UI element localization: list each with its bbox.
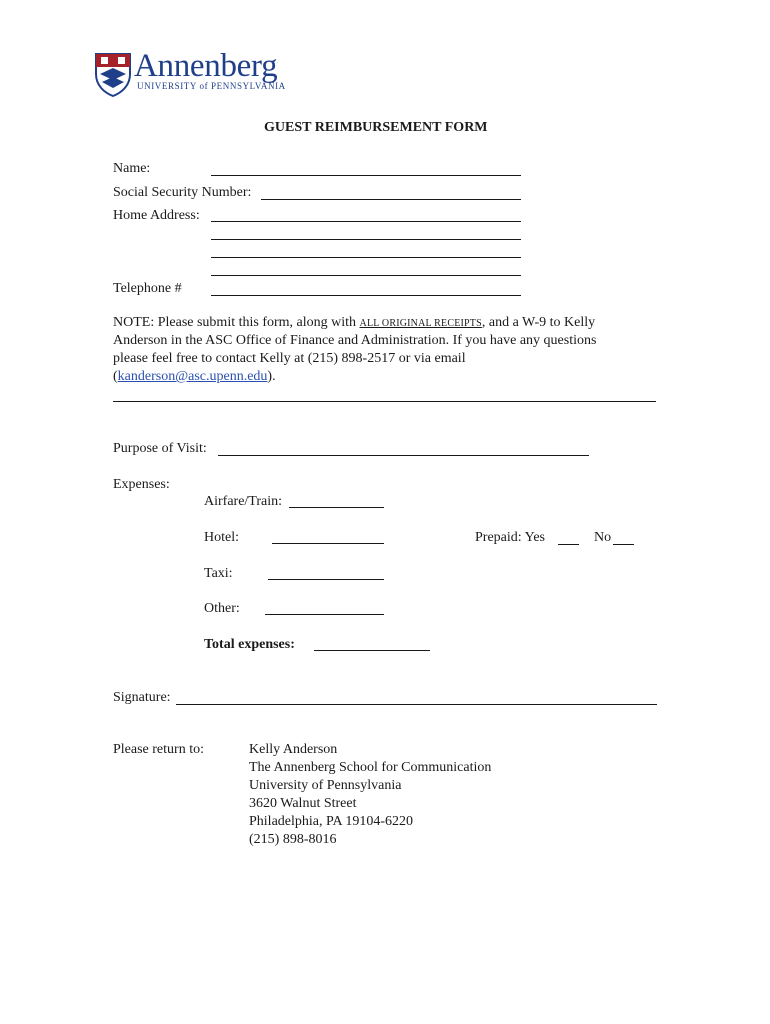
address-field-line-4[interactable]: [211, 275, 521, 276]
form-title: GUEST REIMBURSEMENT FORM: [264, 120, 488, 135]
address-field-line-1[interactable]: [211, 221, 521, 222]
return-line-university: University of Pennsylvania: [249, 778, 402, 793]
return-line-phone: (215) 898-8016: [249, 832, 337, 847]
prepaid-no-field[interactable]: [613, 544, 634, 545]
return-label: Please return to:: [113, 742, 204, 757]
ssn-label: Social Security Number:: [113, 185, 252, 200]
logo-wordmark: Annenberg: [134, 48, 278, 84]
annenberg-logo: [94, 50, 309, 100]
address-field-line-3[interactable]: [211, 257, 521, 258]
return-line-school: The Annenberg School for Communication: [249, 760, 492, 775]
telephone-field[interactable]: [211, 295, 521, 296]
note-line-1: NOTE: Please submit this form, along with ALL ORIGINAL RECEIPTS, and a W-9 to Kelly: [113, 315, 596, 330]
hotel-field[interactable]: [272, 543, 384, 544]
total-expenses-field[interactable]: [314, 650, 430, 651]
name-label: Name:: [113, 161, 151, 176]
return-line-name: Kelly Anderson: [249, 742, 338, 757]
other-field[interactable]: [265, 614, 384, 615]
taxi-field[interactable]: [268, 579, 384, 580]
address-field-line-2[interactable]: [211, 239, 521, 240]
prepaid-yes-field[interactable]: [558, 544, 579, 545]
total-expenses-label: Total expenses:: [204, 637, 295, 652]
note-line-4: (kanderson@asc.upenn.edu).: [113, 369, 276, 384]
other-label: Other:: [204, 601, 240, 616]
penn-shield-icon: [94, 52, 132, 98]
taxi-label: Taxi:: [204, 566, 233, 581]
receipts-emphasis: ALL ORIGINAL RECEIPTS: [359, 318, 482, 329]
signature-field[interactable]: [176, 704, 657, 705]
prepaid-yes-label: Prepaid: Yes: [475, 530, 546, 545]
return-line-city: Philadelphia, PA 19104-6220: [249, 814, 413, 829]
note-line-3: please feel free to contact Kelly at (215) 898-2517 or via email: [113, 351, 466, 366]
ssn-field[interactable]: [261, 199, 521, 200]
section-divider: [113, 401, 656, 402]
purpose-field[interactable]: [218, 455, 589, 456]
hotel-label: Hotel:: [204, 530, 239, 545]
email-link[interactable]: kanderson@asc.upenn.edu: [117, 369, 268, 384]
address-label: Home Address:: [113, 208, 200, 223]
return-line-street: 3620 Walnut Street: [249, 796, 357, 811]
airfare-label: Airfare/Train:: [204, 494, 283, 509]
prepaid-no-label: No: [594, 530, 612, 545]
signature-label: Signature:: [113, 690, 171, 705]
name-field[interactable]: [211, 175, 521, 176]
telephone-label: Telephone #: [113, 281, 182, 296]
airfare-field[interactable]: [289, 507, 384, 508]
logo-subtitle: UNIVERSITY of PENNSYLVANIA: [137, 81, 286, 91]
purpose-label: Purpose of Visit:: [113, 441, 207, 456]
note-line-2: Anderson in the ASC Office of Finance and Administration. If you have any questions: [113, 333, 597, 348]
expenses-label: Expenses:: [113, 477, 170, 492]
